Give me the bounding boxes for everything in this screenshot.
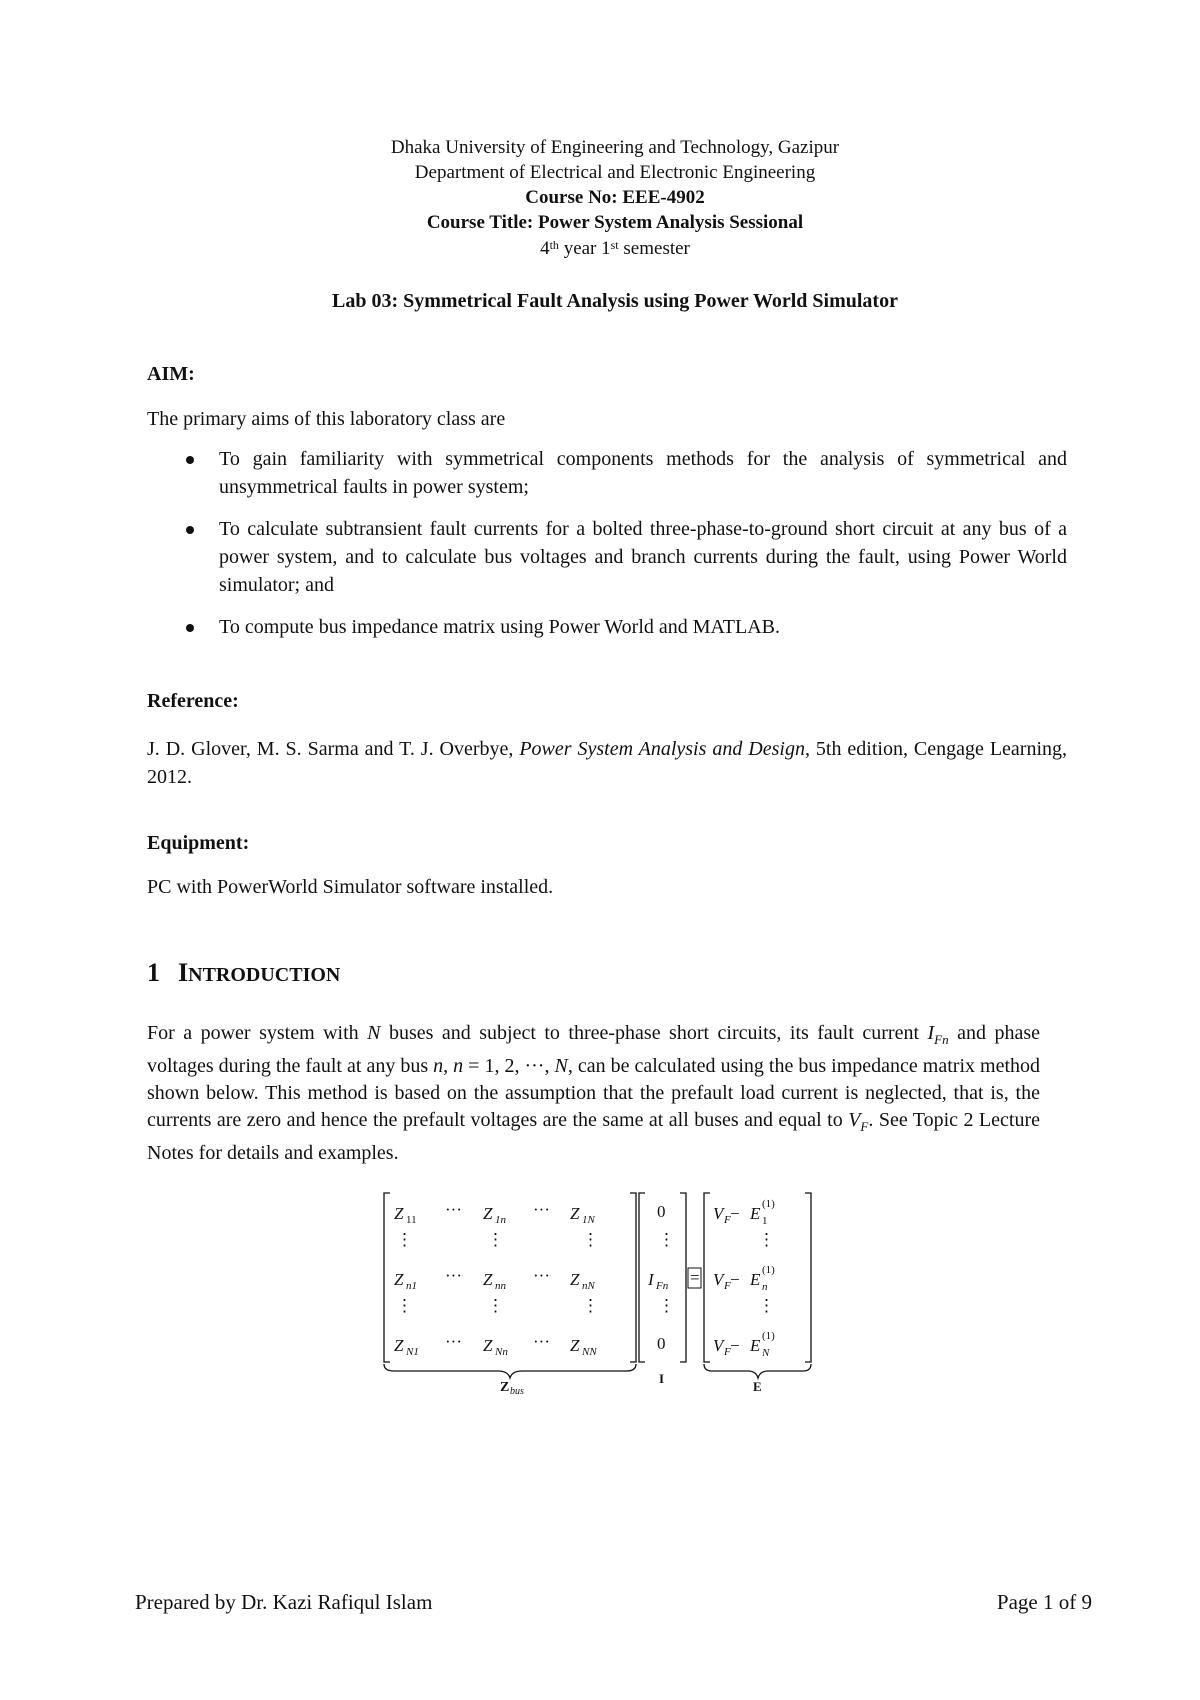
equals-sign: = [690,1268,700,1287]
svg-text:n: n [762,1281,768,1293]
svg-text:−: − [730,1336,740,1355]
svg-text:−: − [730,1270,740,1289]
z-element: Z [570,1204,580,1223]
year-semester: 4th year 1st semester [540,238,690,259]
h-dots: ··· [533,1200,550,1219]
svg-text:1: 1 [762,1215,768,1227]
i-subscript: Fn [656,1280,669,1292]
i-label: I [659,1371,665,1386]
svg-text:N: N [762,1347,770,1359]
z-element: Z [483,1270,493,1289]
z-element: Z [394,1204,404,1223]
bullet-icon [186,526,194,534]
department-name: Department of Electrical and Electronic Engineering [414,162,816,183]
lab-title: Lab 03: Symmetrical Fault Analysis using Power World Simulator [332,290,898,312]
svg-text:(1): (1) [762,1264,775,1276]
h-dots: ··· [533,1332,550,1351]
i-fault-current: I [648,1270,654,1289]
svg-text:bus: bus [510,1386,524,1395]
zbus-label [500,1380,524,1395]
bullet-icon [186,624,194,632]
course-title: Course Title: Power System Analysis Sessional [426,212,804,233]
svg-text:E: E [750,1270,761,1289]
svg-text:F: F [724,1214,731,1226]
z-element: Z [483,1204,493,1223]
v-dots: ⋮ [487,1296,504,1315]
svg-text:F: F [724,1280,731,1292]
z-element: Z [394,1336,404,1355]
equipment-text: PC with PowerWorld Simulator software installed. [147,876,554,898]
i-zero: 0 [657,1334,666,1353]
svg-text:(1): (1) [762,1198,775,1210]
z-subscript: 11 [406,1214,417,1226]
v-dots: ⋮ [658,1230,675,1249]
svg-text:V: V [713,1270,724,1289]
aim-intro: The primary aims of this laboratory class are [147,408,506,430]
svg-text:(1): (1) [762,1330,775,1342]
z-subscript: Nn [495,1346,508,1358]
aim-item: To calculate subtransient fault currents for a bolted three-phase-to-ground short circuit at any bus of a power system, and to calculate bus voltages and branch currents during the fault, using Power World simulator; and [147,515,1067,599]
z-element: Z [570,1270,580,1289]
h-dots: ··· [445,1200,462,1219]
z-subscript: NN [582,1346,597,1358]
z-subscript: nN [582,1280,595,1292]
z-element: Z [394,1270,404,1289]
z-element: Z [483,1336,493,1355]
e-row-n [713,1264,775,1293]
h-dots: ··· [533,1266,550,1285]
equipment-heading: Equipment: [147,832,250,854]
introduction-paragraph: For a power system with N buses and subject to three-phase short circuits, its fault current $I_{Fn}$ and phase voltages during the fault at any bus n, n = 1, 2, ···, N, can be calculated using the bus impedance matrix method shown below. This method is based on the assumption that the prefault load current is neglected, that is, the currents are zero and hence the prefault voltages are the same at all buses and equal to $V_F$. See Topic 2 Lecture Notes for details and examples. [147,1022,1041,1164]
reference-text: J. D. Glover, M. S. Sarma and T. J. Overbye, Power System Analysis and Design, 5th edition, Cengage Learning, 2012. [147,738,1068,788]
svg-text:Z: Z [500,1380,510,1395]
svg-text:E: E [750,1336,761,1355]
i-zero: 0 [657,1202,666,1221]
h-dots: ··· [445,1332,462,1351]
university-name: Dhaka University of Engineering and Technology, Gazipur [390,137,840,158]
v-dots: ⋮ [658,1296,675,1315]
footer-page-number: Page 1 of 9 [996,1590,1092,1614]
course-number: Course No: EEE-4902 [525,187,705,208]
v-dots: ⋮ [396,1230,413,1249]
e-row-1 [713,1198,775,1227]
section-heading-introduction: 1 INTRODUCTION [147,958,341,987]
z-subscript: n1 [406,1280,417,1292]
bus-impedance-equation [380,1185,830,1395]
svg-text:−: − [730,1204,740,1223]
e-row-N [713,1330,775,1359]
svg-text:V: V [713,1336,724,1355]
v-dots: ⋮ [487,1230,504,1249]
aim-item: To compute bus impedance matrix using Power World and MATLAB. [147,613,1067,641]
z-element: Z [570,1336,580,1355]
aim-list [147,445,1067,641]
v-dots: ⋮ [582,1296,599,1315]
svg-text:F: F [724,1346,731,1358]
bullet-icon [186,456,194,464]
v-dots: ⋮ [758,1296,775,1315]
aim-heading: AIM: [147,363,195,385]
v-dots: ⋮ [758,1230,775,1249]
v-dots: ⋮ [582,1230,599,1249]
e-label: E [753,1379,762,1394]
h-dots: ··· [445,1266,462,1285]
reference-heading: Reference: [147,690,239,712]
z-subscript: 1N [582,1214,595,1226]
v-dots: ⋮ [396,1296,413,1315]
svg-text:E: E [750,1204,761,1223]
aim-item: To gain familiarity with symmetrical components methods for the analysis of symmetrical and unsymmetrical faults in power system; [147,445,1067,501]
svg-text:V: V [713,1204,724,1223]
z-subscript: 1n [495,1214,506,1226]
footer-author: Prepared by Dr. Kazi Rafiqul Islam [135,1590,433,1614]
z-subscript: N1 [406,1346,419,1358]
z-subscript: nn [495,1280,506,1292]
